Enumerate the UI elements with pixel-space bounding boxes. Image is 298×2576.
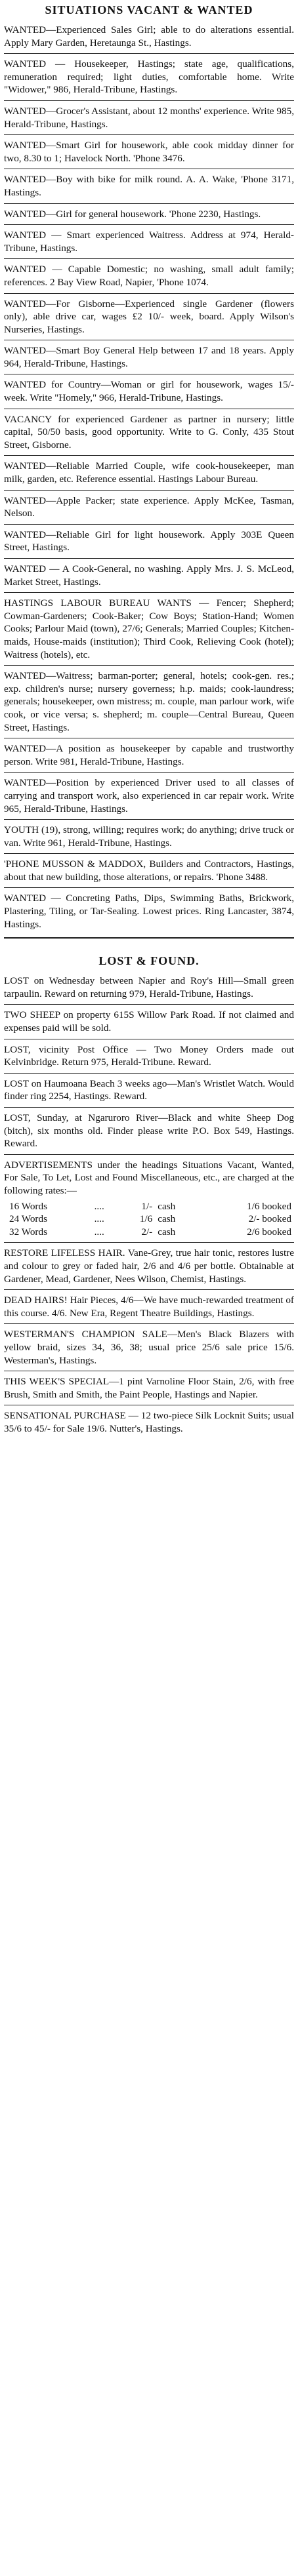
rate-cell: 1/6 booked — [247, 1200, 291, 1212]
classified-ad — [4, 100, 294, 134]
situations-ad-list — [4, 20, 294, 935]
classified-ad — [4, 819, 294, 853]
section-heading-situations: SITUATIONS VACANT & WANTED — [45, 3, 253, 16]
ad-text: 'PHONE MUSSON & MADDOX, Builders and Contractors, Hastings, about that new building, those alterations, or repairs. 'Phone 3488. — [4, 858, 294, 883]
classified-ad — [4, 1242, 294, 1289]
section-divider — [4, 937, 294, 939]
ad-text: TWO SHEEP on property 615S Willow Park Road. If not claimed and expenses paid will be sold. — [4, 1009, 294, 1034]
ad-text: WANTED—Grocer's Assistant, about 12 months' experience. Write 985, Herald-Tribune, Hastings. — [4, 105, 294, 130]
classified-ad — [4, 409, 294, 456]
ad-text: LOST, Sunday, at Ngaruroro River—Black and white Sheep Dog (bitch), six months old. Finder please write P.O. Box 549, Hastings. Reward. — [4, 1112, 294, 1150]
classified-ad — [4, 1405, 294, 1439]
classified-ad — [4, 665, 294, 738]
advertisement-rates-notice — [4, 1154, 294, 1243]
rate-cell: .... — [94, 1213, 104, 1225]
classified-ad — [4, 887, 294, 935]
classified-ad — [4, 772, 294, 819]
classified-ad — [4, 134, 294, 169]
classified-ad — [4, 53, 294, 100]
trade-ad-list — [4, 1242, 294, 1439]
ad-text: WANTED—Apple Packer; state experience. Apply McKee, Tasman, Nelson. — [4, 494, 294, 519]
ad-text: WANTED—Reliable Married Couple, wife cook-housekeeper, man milk, garden, etc. Reference essential. Hastings Labour Bureau. — [4, 460, 294, 485]
ad-text: ADVERTISEMENTS under the headings Situations Vacant, Wanted, For Sale, To Let, Lost and Found Miscellaneous, etc., are charged at the following rates:— — [4, 1159, 294, 1196]
ad-text: WANTED—Waitress; barman-porter; general, hotels; cook-gen. res.; exp. children's nurse; nursery governess; h.p. maids; cook-laundress; generals; housekeeper, own mistress; m. couple, man parlour work, wife cook, or vice versa; s. shepherd; m. couple—Central Bureau, Queen Street, Hastings. — [4, 670, 294, 733]
ad-text: WANTED—Position by experienced Driver used to all classes of carrying and transport work, also experienced in car repair work. Write 965, Herald-Tribune, Hastings. — [4, 777, 294, 815]
ad-text: WANTED for Country—Woman or girl for housework, wages 15/- week. Write "Homely," 966, Herald-Tribune, Hastings. — [4, 379, 294, 404]
rate-cell: 2/- booked — [248, 1213, 291, 1225]
classified-ad — [4, 1289, 294, 1323]
rate-row — [4, 1213, 294, 1226]
classified-ad — [4, 169, 294, 203]
classified-ad — [4, 258, 294, 292]
ad-text: HASTINGS LABOUR BUREAU WANTS — Fencer; Shepherd; Cowman-Gardeners; Cook-Baker; Cow Boys; Station-Hand; Women Cooks; Parlour Maid (town), 27/6; Generals; Married Couples; Kitchen-maids, House-maids (institution); Third Cook, Relieving Cook (hotel); Waitress (hotels), etc. — [4, 597, 294, 660]
classified-ad — [4, 524, 294, 558]
classified-ad — [4, 1039, 294, 1073]
rate-cell: 24 Words — [9, 1213, 47, 1225]
classified-ad — [4, 853, 294, 887]
ad-text: THIS WEEK'S SPECIAL—1 pint Varnoline Floor Stain, 2/6, with free Brush, Smith and Smith, the Paint People, Hastings and Napier. — [4, 1376, 294, 1400]
rate-row — [4, 1200, 294, 1213]
classified-ad — [4, 1371, 294, 1405]
classified-ad — [4, 1004, 294, 1038]
ad-text: WANTED—Experienced Sales Girl; able to do alterations essential. Apply Mary Garden, Heretaunga St., Hastings. — [4, 24, 294, 49]
classified-ad — [4, 1323, 294, 1371]
ad-text: WANTED — Capable Domestic; no washing, small adult family; references. 2 Bay View Road, Napier, 'Phone 1074. — [4, 264, 294, 288]
ad-text: WANTED—Smart Boy General Help between 17 and 18 years. Apply 964, Herald-Tribune, Hastings. — [4, 345, 294, 369]
rate-table — [4, 1200, 294, 1239]
classified-ad — [4, 738, 294, 772]
ad-text: WANTED — Smart experienced Waitress. Address at 974, Herald-Tribune, Hastings. — [4, 230, 294, 254]
rate-cell: .... — [94, 1226, 104, 1238]
section-heading-lost-found: LOST & FOUND. — [98, 954, 200, 968]
classified-ad — [4, 374, 294, 408]
classified-ad — [4, 340, 294, 374]
classified-ad — [4, 490, 294, 524]
ad-text: WANTED—For Gisborne—Experienced single Gardener (flowers only), able drive car, wages £2 10/- week, board. Apply Wilson's Nurseries, Hastings. — [4, 298, 294, 335]
classified-ad — [4, 1073, 294, 1107]
ad-text: YOUTH (19), strong, willing; requires work; do anything; drive truck or van. Write 961, Herald-Tribune, Hastings. — [4, 824, 294, 849]
classified-ad — [4, 971, 294, 1004]
classified-ad — [4, 592, 294, 665]
ad-text: WANTED—Boy with bike for milk round. A. A. Wake, 'Phone 3171, Hastings. — [4, 174, 294, 198]
rate-cell: 2/- — [141, 1226, 153, 1238]
rate-cell: 2/6 booked — [247, 1226, 291, 1238]
ad-text: SENSATIONAL PURCHASE — 12 two-piece Silk Locknit Suits; usual 35/6 to 45/- for Sale 19/6. Nutter's, Hastings. — [4, 1410, 294, 1434]
classified-ad — [4, 20, 294, 53]
rate-cell: 32 Words — [9, 1226, 47, 1238]
rate-cell: cash — [158, 1213, 176, 1225]
ad-text: WANTED—Smart Girl for housework, able cook midday dinner for two, 8.30 to 1; Havelock North. 'Phone 3476. — [4, 140, 294, 164]
classified-ad — [4, 558, 294, 592]
classified-ad — [4, 293, 294, 340]
classified-ad — [4, 224, 294, 258]
ad-text: WESTERMAN'S CHAMPION SALE—Men's Black Blazers with yellow braid, sizes 34, 36, 38; usual price 25/6 sale price 15/6. Westerman's, Hastings. — [4, 1329, 294, 1366]
rate-cell: .... — [94, 1200, 104, 1212]
rate-cell: 1/- — [141, 1200, 153, 1212]
classified-ad — [4, 455, 294, 489]
rate-row — [4, 1226, 294, 1239]
classified-ad — [4, 203, 294, 225]
ad-text: LOST on Haumoana Beach 3 weeks ago—Man's Wristlet Watch. Would finder ring 2254, Hastings. Reward. — [4, 1077, 294, 1102]
rate-cell: cash — [158, 1226, 176, 1238]
classified-column — [4, 0, 294, 1439]
ad-text: WANTED — A Cook-General, no washing. Apply Mrs. J. S. McLeod, Market Street, Hastings. — [4, 563, 294, 588]
ad-text: VACANCY for experienced Gardener as partner in nursery; little capital, 50/50 basis, good opportunity. Write to G. Conly, 435 Stout Street, Gisborne. — [4, 413, 294, 451]
ad-text: WANTED — Concreting Paths, Dips, Swimming Baths, Brickwork, Plastering, Tiling, or Tar-Sealing. Lowest prices. Ring Lancaster, 3874, Hastings. — [4, 893, 294, 930]
classified-ad — [4, 1107, 294, 1154]
rate-cell: 1/6 — [139, 1213, 153, 1225]
rate-cell: 16 Words — [9, 1200, 47, 1212]
rate-cell: cash — [158, 1200, 176, 1212]
ad-text: WANTED — Housekeeper, Hastings; state age, qualifications, remuneration required; light duties, comfortable home. Write "Widower," 986, Herald-Tribune, Hastings. — [4, 58, 294, 96]
ad-text: WANTED—Girl for general housework. 'Phone 2230, Hastings. — [4, 208, 261, 220]
ad-text: LOST on Wednesday between Napier and Roy's Hill—Small green tarpaulin. Reward on returning 979, Herald-Tribune, Hastings. — [4, 975, 294, 999]
ad-text: WANTED—A position as housekeeper by capable and trustworthy person. Write 981, Herald-Tribune, Hastings. — [4, 743, 294, 767]
lost-found-ad-list — [4, 971, 294, 1154]
ad-text: RESTORE LIFELESS HAIR. Vane-Grey, true hair tonic, restores lustre and colour to grey or faded hair, 2/6 and 4/6 per bottle. Obtainable at Gardener, Mead, Gardener, Nees Wilson, Chemist, Hastings. — [4, 1247, 294, 1285]
ad-text: WANTED—Reliable Girl for light housework. Apply 303E Queen Street, Hastings. — [4, 529, 294, 553]
ad-text: DEAD HAIRS! Hair Pieces, 4/6—We have much-rewarded treatment of this course. 4/6. New Era, Regent Theatre Buildings, Hastings. — [4, 1295, 294, 1319]
ad-text: LOST, vicinity Post Office — Two Money Orders made out Kelvinbridge. Return 975, Herald-Tribune. Reward. — [4, 1043, 294, 1068]
